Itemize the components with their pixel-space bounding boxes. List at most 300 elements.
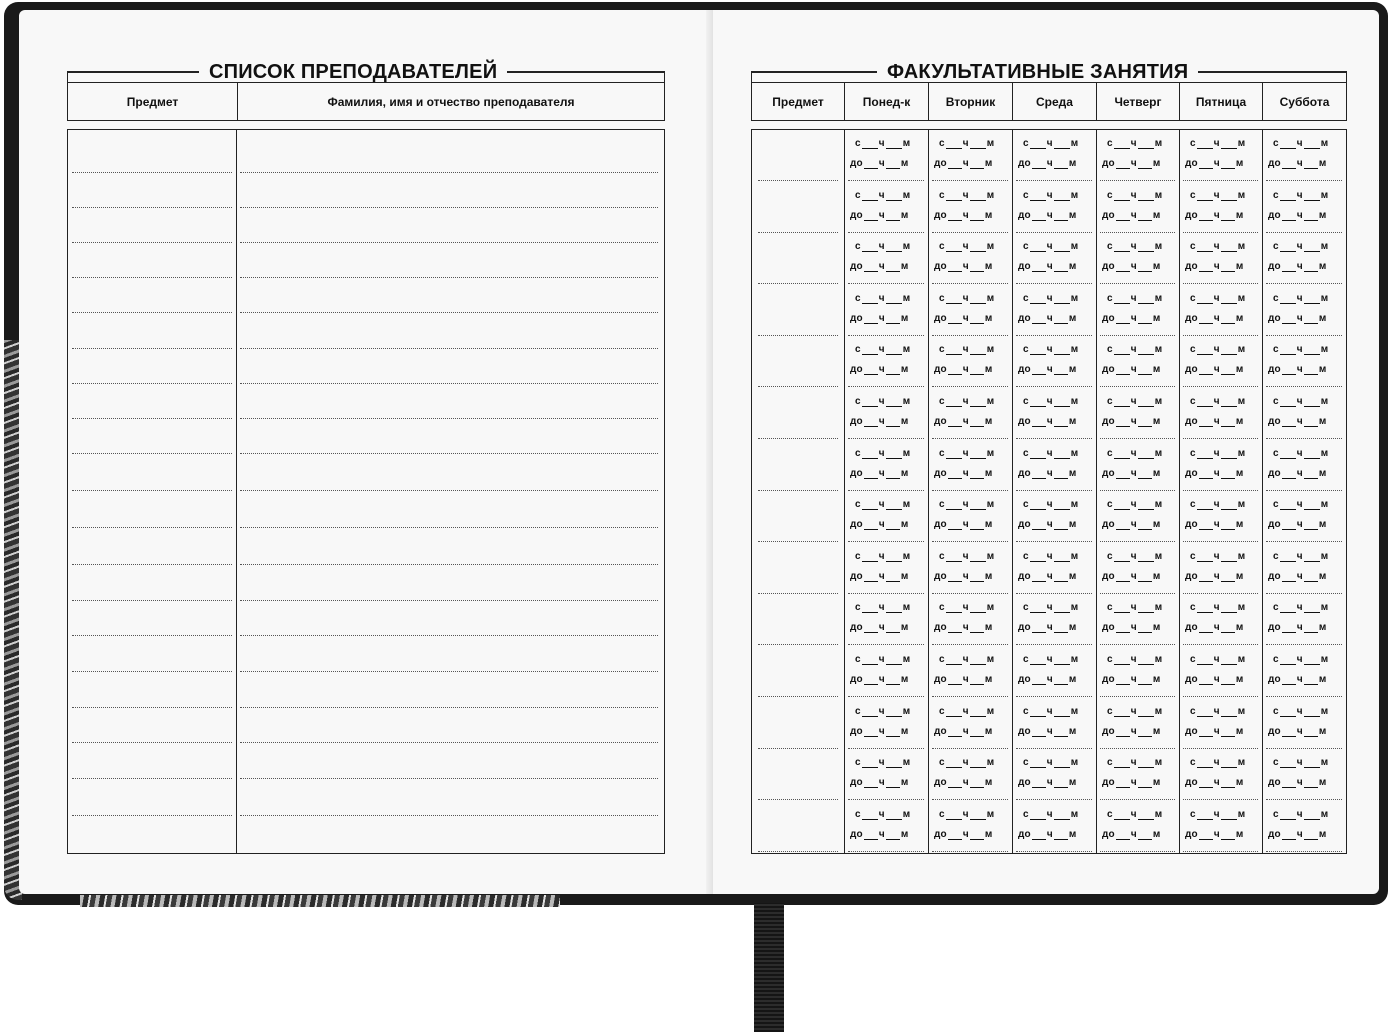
cell-separator	[932, 438, 1008, 439]
time-from-slot[interactable]: с ч м	[1023, 654, 1079, 665]
left-page	[19, 10, 711, 894]
cell-separator	[1183, 490, 1258, 491]
column-header-wednesday: Среда	[1013, 83, 1097, 120]
writing-line	[240, 707, 658, 708]
time-from-slot[interactable]: с ч м	[1023, 344, 1079, 356]
time-from-slot[interactable]: с ч м	[1107, 757, 1163, 769]
cell-separator	[1183, 851, 1258, 852]
cell-separator	[848, 180, 924, 181]
time-to-slot[interactable]: до ч м	[1102, 777, 1161, 789]
time-to-slot[interactable]: до ч м	[934, 519, 993, 531]
writing-line	[758, 386, 838, 387]
time-to-slot[interactable]: до ч м	[850, 570, 909, 582]
time-to-slot[interactable]: до ч м	[1018, 209, 1077, 221]
cell-separator	[1016, 541, 1092, 542]
writing-line	[240, 172, 658, 173]
time-to-slot[interactable]: до ч м	[1185, 519, 1244, 531]
cell-separator	[1266, 386, 1342, 387]
time-from-slot[interactable]: с ч м	[855, 447, 911, 459]
time-to-slot[interactable]: до ч м	[1018, 570, 1077, 582]
writing-line	[72, 527, 232, 528]
time-to-slot[interactable]: до ч м	[1102, 519, 1161, 531]
cell-separator	[1100, 335, 1175, 336]
writing-line	[72, 671, 232, 672]
time-from-slot[interactable]: с ч м	[1107, 447, 1163, 459]
time-from-slot[interactable]: с ч м	[1273, 396, 1329, 407]
time-to-slot[interactable]: до ч м	[1268, 519, 1327, 531]
column-divider	[236, 130, 237, 853]
time-from-slot[interactable]: с ч м	[939, 138, 995, 149]
time-to-slot[interactable]: до ч м	[1102, 312, 1161, 324]
time-from-slot[interactable]: с ч м	[939, 189, 995, 201]
time-from-slot[interactable]: с ч м	[939, 292, 995, 304]
time-from-slot[interactable]: с ч м	[1023, 189, 1079, 201]
time-to-slot[interactable]: до ч м	[1268, 364, 1327, 376]
cell-separator	[848, 232, 924, 233]
time-from-slot[interactable]: с ч м	[939, 808, 995, 820]
writing-line	[758, 696, 838, 697]
electives-title-row	[751, 61, 1347, 83]
time-to-slot[interactable]: до ч м	[850, 622, 909, 634]
writing-line	[240, 277, 658, 278]
time-from-slot[interactable]: с ч м	[1190, 705, 1246, 717]
cell-separator	[1266, 490, 1342, 491]
time-to-slot[interactable]: до ч м	[1018, 622, 1077, 634]
teachers-title-row	[67, 61, 665, 83]
cell-separator	[932, 644, 1008, 645]
cell-separator	[1183, 232, 1258, 233]
cell-separator	[848, 490, 924, 491]
time-to-slot[interactable]: до ч м	[850, 312, 909, 324]
writing-line	[72, 490, 232, 491]
time-to-slot[interactable]: до ч м	[1185, 828, 1244, 840]
time-to-slot[interactable]: до ч м	[934, 467, 993, 479]
time-from-slot[interactable]: с ч м	[1190, 499, 1246, 511]
time-from-slot[interactable]: с ч м	[1273, 138, 1329, 149]
time-from-slot[interactable]: с ч м	[855, 550, 911, 562]
cell-separator	[1100, 851, 1175, 852]
writing-line	[72, 242, 232, 243]
time-from-slot[interactable]: с ч м	[939, 396, 995, 407]
time-from-slot[interactable]: с ч м	[939, 550, 995, 562]
time-from-slot[interactable]: с ч м	[1190, 138, 1246, 149]
cell-separator	[932, 851, 1008, 852]
time-to-slot[interactable]: до ч м	[1102, 725, 1161, 737]
frame-tick	[751, 72, 752, 82]
cell-separator	[1016, 644, 1092, 645]
cell-separator	[1100, 799, 1175, 800]
frame-tick	[664, 72, 665, 82]
time-to-slot[interactable]: до ч м	[934, 312, 993, 324]
writing-line	[72, 707, 232, 708]
right-page	[713, 10, 1379, 894]
column-divider	[928, 130, 929, 853]
time-from-slot[interactable]: с ч м	[1107, 344, 1163, 356]
cell-separator	[1183, 541, 1258, 542]
time-to-slot[interactable]: до ч м	[1018, 364, 1077, 376]
cell-separator	[848, 283, 924, 284]
time-to-slot[interactable]: до ч м	[934, 570, 993, 582]
time-from-slot[interactable]: с ч м	[1273, 808, 1329, 820]
time-from-slot[interactable]: с ч м	[1107, 705, 1163, 717]
writing-line	[758, 644, 838, 645]
cell-separator	[1100, 644, 1175, 645]
time-to-slot[interactable]: до ч м	[934, 725, 993, 737]
writing-line	[72, 635, 232, 636]
writing-line	[758, 799, 838, 800]
time-from-slot[interactable]: с ч м	[855, 654, 911, 665]
time-from-slot[interactable]: с ч м	[1190, 241, 1246, 253]
time-from-slot[interactable]: с ч м	[1023, 138, 1079, 149]
time-from-slot[interactable]: с ч м	[855, 602, 911, 614]
cell-separator	[848, 696, 924, 697]
time-to-slot[interactable]: до ч м	[850, 209, 909, 221]
writing-line	[758, 335, 838, 336]
time-from-slot[interactable]: с ч м	[1023, 602, 1079, 614]
time-from-slot[interactable]: с ч м	[1107, 396, 1163, 407]
time-to-slot[interactable]: до ч м	[1102, 674, 1161, 685]
cell-separator	[1266, 799, 1342, 800]
time-from-slot[interactable]: с ч м	[1023, 757, 1079, 769]
time-from-slot[interactable]: с ч м	[1023, 499, 1079, 511]
writing-line	[72, 172, 232, 173]
time-to-slot[interactable]: до ч м	[1185, 725, 1244, 737]
time-to-slot[interactable]: до ч м	[850, 674, 909, 685]
time-from-slot[interactable]: с ч м	[1107, 292, 1163, 304]
time-to-slot[interactable]: до ч м	[1268, 570, 1327, 582]
time-to-slot[interactable]: до ч м	[1018, 674, 1077, 685]
writing-line	[72, 207, 232, 208]
time-from-slot[interactable]: с ч м	[1273, 602, 1329, 614]
writing-line	[72, 453, 232, 454]
cell-separator	[1266, 541, 1342, 542]
cell-separator	[1016, 335, 1092, 336]
time-to-slot[interactable]: до ч м	[850, 828, 909, 840]
cell-separator	[1266, 644, 1342, 645]
time-from-slot[interactable]: с ч м	[1107, 241, 1163, 253]
time-to-slot[interactable]: до ч м	[1185, 209, 1244, 221]
time-from-slot[interactable]: с ч м	[1273, 292, 1329, 304]
time-to-slot[interactable]: до ч м	[1268, 416, 1327, 427]
writing-line	[72, 815, 232, 816]
time-from-slot[interactable]: с ч м	[1273, 757, 1329, 769]
time-to-slot[interactable]: до ч м	[850, 519, 909, 531]
time-to-slot[interactable]: до ч м	[1268, 209, 1327, 221]
time-to-slot[interactable]: до ч м	[934, 828, 993, 840]
cell-separator	[1016, 283, 1092, 284]
writing-line	[240, 383, 658, 384]
cell-separator	[1016, 851, 1092, 852]
time-to-slot[interactable]: до ч м	[1102, 570, 1161, 582]
time-to-slot[interactable]: до ч м	[1268, 828, 1327, 840]
writing-line	[758, 748, 838, 749]
writing-line	[72, 312, 232, 313]
time-to-slot[interactable]: до ч м	[1102, 261, 1161, 273]
time-from-slot[interactable]: с ч м	[1107, 189, 1163, 201]
writing-line	[72, 348, 232, 349]
time-from-slot[interactable]: с ч м	[1023, 550, 1079, 562]
time-from-slot[interactable]: с ч м	[1107, 499, 1163, 511]
time-from-slot[interactable]: с ч м	[1190, 654, 1246, 665]
writing-line	[240, 564, 658, 565]
time-from-slot[interactable]: с ч м	[1107, 808, 1163, 820]
cell-separator	[1016, 438, 1092, 439]
cell-separator	[1016, 799, 1092, 800]
time-to-slot[interactable]: до ч м	[934, 622, 993, 634]
cell-separator	[1100, 696, 1175, 697]
cell-separator	[1016, 748, 1092, 749]
cell-separator	[1100, 490, 1175, 491]
cell-separator	[932, 283, 1008, 284]
time-from-slot[interactable]: с ч м	[1023, 396, 1079, 407]
cell-separator	[848, 851, 924, 852]
time-to-slot[interactable]: до ч м	[1268, 777, 1327, 789]
time-to-slot[interactable]: до ч м	[934, 777, 993, 789]
writing-line	[240, 742, 658, 743]
cell-separator	[848, 335, 924, 336]
time-to-slot[interactable]: до ч м	[1018, 312, 1077, 324]
time-from-slot[interactable]: с ч м	[1273, 447, 1329, 459]
time-to-slot[interactable]: до ч м	[1185, 364, 1244, 376]
writing-line	[72, 383, 232, 384]
time-from-slot[interactable]: с ч м	[1190, 602, 1246, 614]
writing-line	[758, 283, 838, 284]
time-to-slot[interactable]: до ч м	[934, 674, 993, 685]
cell-separator	[1183, 283, 1258, 284]
time-from-slot[interactable]: с ч м	[939, 241, 995, 253]
time-from-slot[interactable]: с ч м	[939, 602, 995, 614]
time-from-slot[interactable]: с ч м	[1273, 241, 1329, 253]
writing-line	[240, 527, 658, 528]
frame-tick	[67, 72, 68, 82]
time-from-slot[interactable]: с ч м	[1023, 447, 1079, 459]
writing-line	[72, 600, 232, 601]
time-to-slot[interactable]: до ч м	[1018, 828, 1077, 840]
cell-separator	[848, 593, 924, 594]
time-from-slot[interactable]: с ч м	[855, 292, 911, 304]
writing-line	[240, 635, 658, 636]
writing-line	[758, 438, 838, 439]
column-header-tuesday: Вторник	[929, 83, 1013, 120]
writing-line	[72, 277, 232, 278]
time-to-slot[interactable]: до ч м	[850, 158, 909, 169]
time-to-slot[interactable]: до ч м	[1268, 158, 1327, 169]
cell-separator	[1266, 283, 1342, 284]
time-from-slot[interactable]: с ч м	[939, 654, 995, 665]
teachers-title: СПИСОК ПРЕПОДАВАТЕЛЕЙ	[209, 60, 498, 83]
time-from-slot[interactable]: с ч м	[1273, 705, 1329, 717]
writing-line	[72, 742, 232, 743]
time-from-slot[interactable]: с ч м	[939, 447, 995, 459]
writing-line	[240, 778, 658, 779]
time-from-slot[interactable]: с ч м	[855, 499, 911, 511]
time-from-slot[interactable]: с ч м	[1107, 550, 1163, 562]
cell-separator	[1266, 696, 1342, 697]
time-from-slot[interactable]: с ч м	[1190, 344, 1246, 356]
time-to-slot[interactable]: до ч м	[1268, 674, 1327, 685]
time-from-slot[interactable]: с ч м	[1190, 447, 1246, 459]
electives-table	[751, 129, 1347, 854]
cell-separator	[1100, 283, 1175, 284]
time-from-slot[interactable]: с ч м	[1190, 292, 1246, 304]
cell-separator	[1183, 593, 1258, 594]
column-header-subject: Предмет	[752, 83, 845, 120]
time-to-slot[interactable]: до ч м	[1018, 725, 1077, 737]
time-to-slot[interactable]: до ч м	[1185, 570, 1244, 582]
time-from-slot[interactable]: с ч м	[1273, 344, 1329, 356]
column-header-monday: Понед-к	[845, 83, 929, 120]
cell-separator	[1100, 541, 1175, 542]
cell-separator	[932, 180, 1008, 181]
time-to-slot[interactable]: до ч м	[1268, 312, 1327, 324]
electives-header	[751, 82, 1347, 121]
time-to-slot[interactable]: до ч м	[1018, 519, 1077, 531]
time-to-slot[interactable]: до ч м	[1102, 209, 1161, 221]
time-from-slot[interactable]: с ч м	[1023, 808, 1079, 820]
cell-separator	[1183, 799, 1258, 800]
time-from-slot[interactable]: с ч м	[1023, 292, 1079, 304]
time-from-slot[interactable]: с ч м	[1023, 705, 1079, 717]
frame-tick	[1346, 72, 1347, 82]
column-header-friday: Пятница	[1180, 83, 1263, 120]
time-to-slot[interactable]: до ч м	[1185, 416, 1244, 427]
time-to-slot[interactable]: до ч м	[1102, 828, 1161, 840]
cell-separator	[848, 386, 924, 387]
time-from-slot[interactable]: с ч м	[1023, 241, 1079, 253]
time-to-slot[interactable]: до ч м	[934, 158, 993, 169]
cell-separator	[1016, 180, 1092, 181]
time-from-slot[interactable]: с ч м	[855, 396, 911, 407]
cell-separator	[1100, 386, 1175, 387]
time-to-slot[interactable]: до ч м	[1185, 777, 1244, 789]
time-from-slot[interactable]: с ч м	[855, 757, 911, 769]
time-to-slot[interactable]: до ч м	[1102, 467, 1161, 479]
writing-line	[240, 348, 658, 349]
time-to-slot[interactable]: до ч м	[850, 364, 909, 376]
writing-line	[758, 180, 838, 181]
cover-pattern	[80, 895, 560, 907]
time-to-slot[interactable]: до ч м	[1268, 725, 1327, 737]
time-to-slot[interactable]: до ч м	[1185, 261, 1244, 273]
time-to-slot[interactable]: до ч м	[1185, 158, 1244, 169]
writing-line	[758, 232, 838, 233]
cell-separator	[1266, 851, 1342, 852]
time-to-slot[interactable]: до ч м	[1268, 622, 1327, 634]
time-to-slot[interactable]: до ч м	[934, 364, 993, 376]
cell-separator	[1100, 593, 1175, 594]
time-from-slot[interactable]: с ч м	[1190, 396, 1246, 407]
writing-line	[72, 418, 232, 419]
cell-separator	[1266, 180, 1342, 181]
time-to-slot[interactable]: до ч м	[1018, 158, 1077, 169]
cell-separator	[1183, 438, 1258, 439]
time-from-slot[interactable]: с ч м	[1273, 654, 1329, 665]
writing-line	[240, 600, 658, 601]
column-header-thursday: Четверг	[1097, 83, 1180, 120]
cell-separator	[1016, 696, 1092, 697]
writing-line	[240, 312, 658, 313]
column-header-teacher-name: Фамилия, имя и отчество преподавателя	[327, 94, 575, 109]
time-to-slot[interactable]: до ч м	[1102, 158, 1161, 169]
time-to-slot[interactable]: до ч м	[850, 777, 909, 789]
time-to-slot[interactable]: до ч м	[1185, 674, 1244, 685]
time-to-slot[interactable]: до ч м	[1102, 416, 1161, 427]
time-from-slot[interactable]: с ч м	[1273, 499, 1329, 511]
bookmark-ribbon	[754, 903, 784, 1032]
column-header-subject: Предмет	[68, 83, 238, 120]
time-from-slot[interactable]: с ч м	[855, 138, 911, 149]
time-from-slot[interactable]: с ч м	[939, 499, 995, 511]
cell-separator	[1100, 180, 1175, 181]
time-to-slot[interactable]: до ч м	[1018, 467, 1077, 479]
time-from-slot[interactable]: с ч м	[1190, 189, 1246, 201]
time-to-slot[interactable]: до ч м	[934, 209, 993, 221]
time-to-slot[interactable]: до ч м	[1268, 467, 1327, 479]
time-to-slot[interactable]: до ч м	[850, 261, 909, 273]
time-from-slot[interactable]: с ч м	[1107, 138, 1163, 149]
cell-separator	[1016, 232, 1092, 233]
column-header-saturday: Суббота	[1279, 94, 1330, 109]
time-from-slot[interactable]: с ч м	[939, 757, 995, 769]
time-from-slot[interactable]: с ч м	[855, 705, 911, 717]
time-to-slot[interactable]: до ч м	[850, 416, 909, 427]
time-to-slot[interactable]: до ч м	[1018, 261, 1077, 273]
writing-line	[240, 815, 658, 816]
time-from-slot[interactable]: с ч м	[1273, 550, 1329, 562]
cell-separator	[1183, 335, 1258, 336]
cell-separator	[848, 644, 924, 645]
time-from-slot[interactable]: с ч м	[939, 705, 995, 717]
cell-separator	[932, 386, 1008, 387]
cell-separator	[932, 696, 1008, 697]
writing-line	[240, 671, 658, 672]
writing-line	[758, 593, 838, 594]
time-to-slot[interactable]: до ч м	[1018, 777, 1077, 789]
time-to-slot[interactable]: до ч м	[1018, 416, 1077, 427]
time-to-slot[interactable]: до ч м	[1185, 312, 1244, 324]
time-to-slot[interactable]: до ч м	[1268, 261, 1327, 273]
column-divider	[844, 130, 845, 853]
column-divider	[1012, 130, 1013, 853]
time-from-slot[interactable]: с ч м	[1107, 602, 1163, 614]
time-to-slot[interactable]: до ч м	[1185, 622, 1244, 634]
column-divider	[1096, 130, 1097, 853]
time-from-slot[interactable]: с ч м	[855, 241, 911, 253]
time-to-slot[interactable]: до ч м	[1102, 622, 1161, 634]
time-to-slot[interactable]: до ч м	[850, 467, 909, 479]
time-from-slot[interactable]: с ч м	[1273, 189, 1329, 201]
time-from-slot[interactable]: с ч м	[1190, 757, 1246, 769]
time-from-slot[interactable]: с ч м	[855, 344, 911, 356]
time-to-slot[interactable]: до ч м	[934, 416, 993, 427]
time-from-slot[interactable]: с ч м	[1107, 654, 1163, 665]
electives-title: ФАКУЛЬТАТИВНЫЕ ЗАНЯТИЯ	[887, 60, 1189, 83]
time-from-slot[interactable]: с ч м	[1190, 808, 1246, 820]
cell-separator	[1016, 386, 1092, 387]
cell-separator	[1100, 438, 1175, 439]
cell-separator	[1016, 490, 1092, 491]
time-from-slot[interactable]: с ч м	[939, 344, 995, 356]
time-to-slot[interactable]: до ч м	[850, 725, 909, 737]
teachers-header	[67, 82, 665, 121]
time-from-slot[interactable]: с ч м	[1190, 550, 1246, 562]
time-from-slot[interactable]: с ч м	[855, 808, 911, 820]
time-from-slot[interactable]: с ч м	[855, 189, 911, 201]
time-to-slot[interactable]: до ч м	[1185, 467, 1244, 479]
cell-separator	[1016, 593, 1092, 594]
time-to-slot[interactable]: до ч м	[1102, 364, 1161, 376]
time-to-slot[interactable]: до ч м	[934, 261, 993, 273]
